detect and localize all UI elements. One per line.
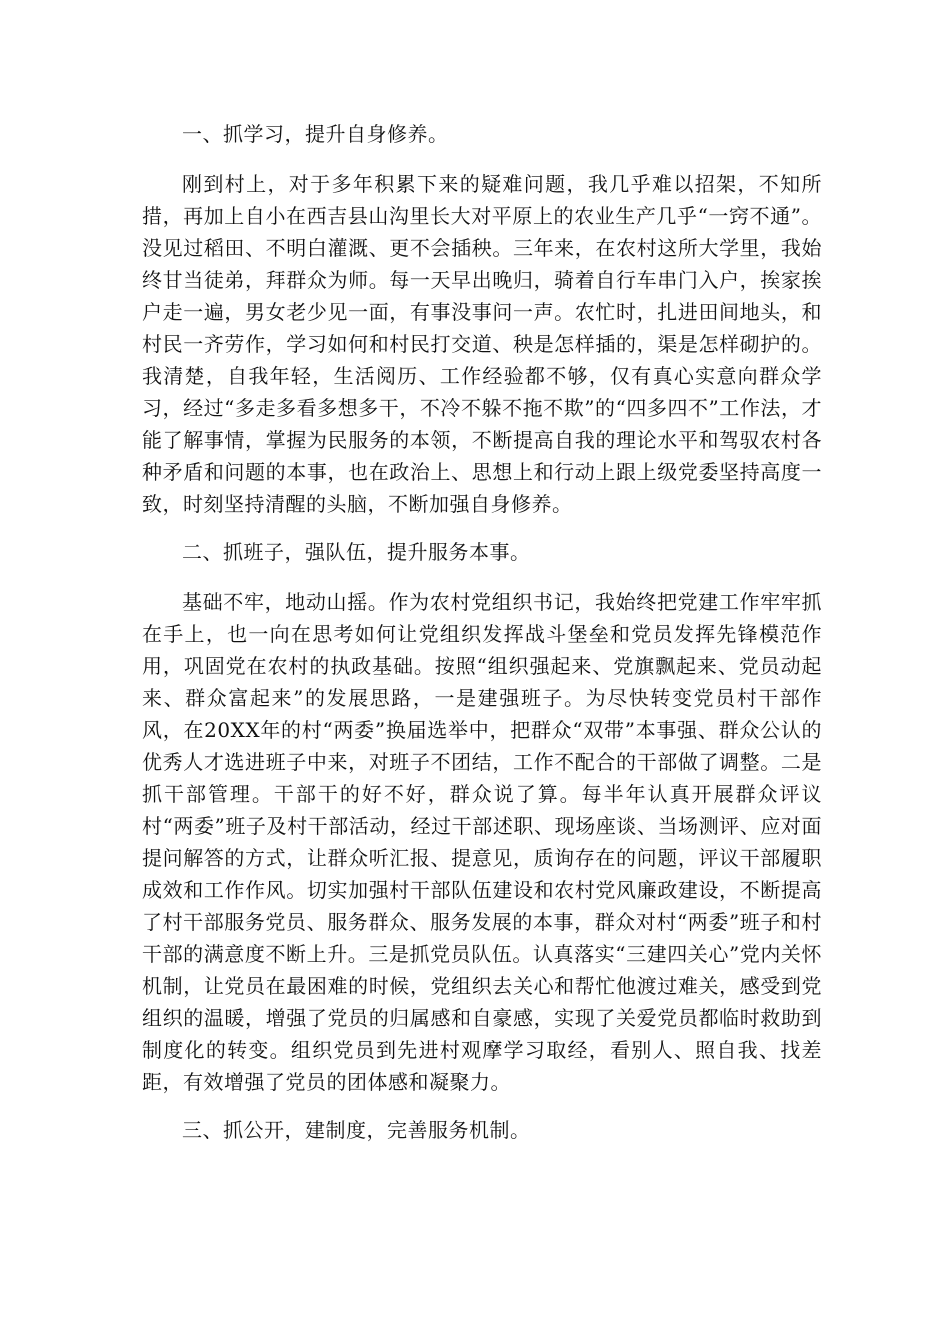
section-2-heading: 二、抓班子，强队伍，提升服务本事。 xyxy=(182,540,531,564)
spacer xyxy=(142,150,822,168)
spacer xyxy=(142,568,822,586)
spacer xyxy=(142,1098,822,1114)
section-1-heading: 一、抓学习，提升自身修养。 xyxy=(182,122,449,146)
section-2-paragraph: 基础不牢，地动山摇。作为农村党组织书记，我始终把党建工作牢牢抓在手上，也一向在思考如何让党组织发挥战斗堡垒和党员发挥先锋模范作用，巩固党在农村的执政基础。按照“组织强起来、党旗飘起来、党员动起来、群众富起来”的发展思路，一是建强班子。为尽快转变党员村干部作风，在20XX年的村“两委”换届选举中，把群众“双带”本事强、群众公认的优秀人才选进班子中来，对班子不团结，工作不配合的干部做了调整。二是抓干部管理。干部干的好不好，群众说了算。每半年认真开展群众评议村“两委”班子及村干部活动，经过干部述职、现场座谈、当场测评、应对面提问解答的方式，让群众听汇报、提意见，质询存在的问题，评议干部履职成效和工作作风。切实加强村干部队伍建设和农村党风廉政建设，不断提高了村干部服务党员、服务群众、服务发展的本事，群众对村“两委”班子和村干部的满意度不断上升。三是抓党员队伍。认真落实“三建四关心”党内关怀机制，让党员在最困难的时候，党组织去关心和帮忙他渡过难关，感受到党组织的温暖，增强了党员的归属感和自豪感，实现了关爱党员都临时救助到制度化的转变。组织党员到先进村观摩学习取经，看别人、照自我、找差距，有效增强了党员的团体感和凝聚力。 xyxy=(142,590,822,1094)
spacer xyxy=(142,520,822,536)
section-1-paragraph: 刚到村上，对于多年积累下来的疑难问题，我几乎难以招架，不知所措，再加上自小在西吉县山沟里长大对平原上的农业生产几乎“一窍不通”。没见过稻田、不明白灌溉、更不会插秧。三年来，在农村这所大学里，我始终甘当徒弟，拜群众为师。每一天早出晚归，骑着自行车串门入户，挨家挨户走一遍，男女老少见一面，有事没事问一声。农忙时，扎进田间地头，和村民一齐劳作，学习如何和村民打交道、秧是怎样插的，渠是怎样砌护的。我清楚，自我年轻，生活阅历、工作经验都不够，仅有真心实意向群众学习，经过“多走多看多想多干，不冷不躲不拖不欺”的“四多四不”工作法，才能了解事情，掌握为民服务的本领，不断提高自我的理论水平和驾驭农村各种矛盾和问题的本事，也在政治上、思想上和行动上跟上级党委坚持高度一致，时刻坚持清醒的头脑，不断加强自身修养。 xyxy=(142,172,822,516)
document-page xyxy=(142,118,822,1146)
section-3-heading: 三、抓公开，建制度，完善服务机制。 xyxy=(182,1118,531,1142)
